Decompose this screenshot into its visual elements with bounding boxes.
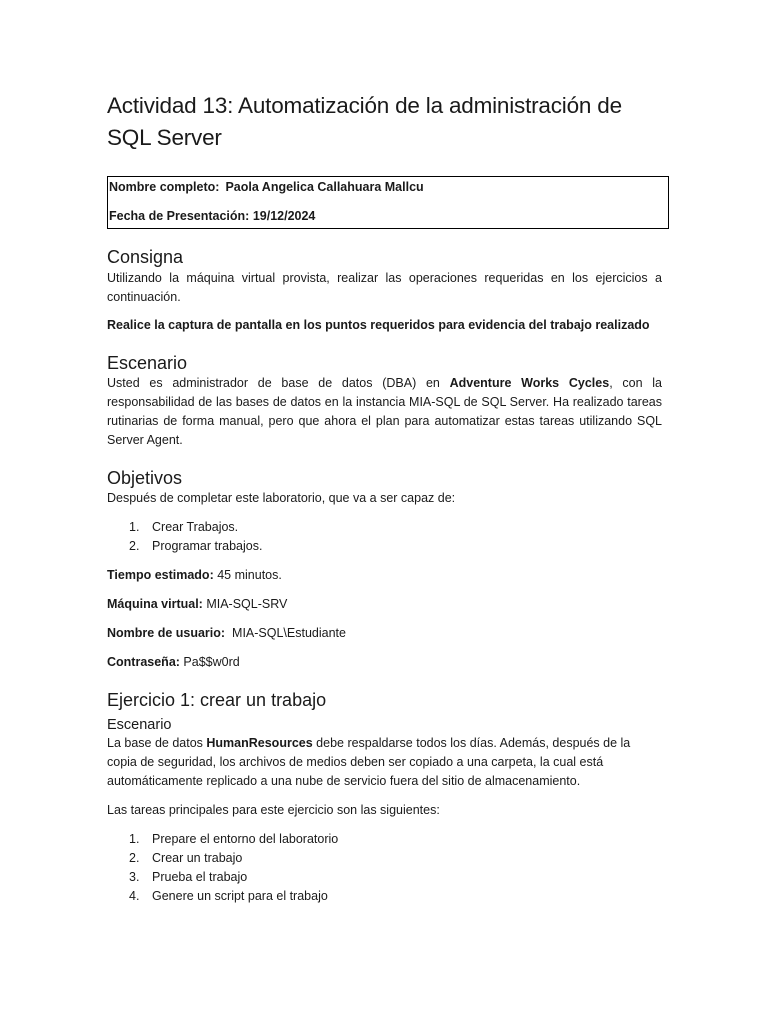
list-item-number: 1. [129,520,140,534]
escenario-text-before: Usted es administrador de base de datos (DBA) en [107,376,450,390]
consigna-text: Utilizando la máquina virtual provista, realizar las operaciones requeridas en los ejercicios a continuación. [107,271,662,304]
name-row [108,180,668,195]
company-name: Adventure Works Cycles [449,376,610,390]
list-item [107,537,662,556]
escenario-text-after: , con la responsabilidad de las bases de datos en la instancia MIA-SQL de SQL Server. Ha realizado tareas rutinarias de forma manual, pero que ahora el plan para automatizar estas tareas utilizando SQL Server Agent. [107,376,663,447]
field-value: MIA-SQL-SRV [206,597,288,611]
field-label: Nombre de usuario: [107,626,226,640]
ejercicio1-text [107,734,662,791]
escenario-heading: Escenario [107,353,188,373]
database-name: HumanResources [206,736,313,750]
list-item-text: Crear un trabajo [152,851,243,865]
list-item [107,518,662,537]
objetivos-list [107,518,662,556]
list-item-number: 4. [129,889,140,903]
field-label: Contraseña: [107,655,180,669]
name-value: Paola Angelica Callahuara Mallcu [225,180,424,194]
list-item-number: 2. [129,539,140,553]
list-item-text: Prueba el trabajo [152,870,248,884]
field-value: MIA-SQL\Estudiante [232,626,346,640]
objetivos-heading: Objetivos [107,468,183,488]
tiempo-estimado-field [107,566,662,585]
field-label: Tiempo estimado: [107,568,214,582]
ejercicio1-text-after: debe respaldarse todos los días. Además, después de la copia de seguridad, los archivos de medios deben ser copiado a una carpeta, la cual está automáticamente replicado a una nube de servicio fuera del sitio de almacenamiento. [107,736,631,788]
field-value: Pa$$w0rd [183,655,240,669]
list-item [107,849,662,868]
list-item-text: Prepare el entorno del laboratorio [152,832,339,846]
consigna-bold-note: Realice la captura de pantalla en los puntos requeridos para evidencia del trabajo realizado [107,318,650,332]
date-value: 19/12/2024 [252,209,316,223]
date-label: Fecha de Presentación: [109,209,250,223]
student-info-box [107,176,669,229]
list-item-text: Crear Trabajos. [152,520,239,534]
list-item [107,868,662,887]
list-item-number: 2. [129,851,140,865]
tasks-list [107,830,662,906]
document-title: Actividad 13: Automatización de la administración de SQL Server [107,93,622,150]
tasks-intro: Las tareas principales para este ejercicio son las siguientes: [107,803,440,817]
list-item-number: 3. [129,870,140,884]
objetivos-intro: Después de completar este laboratorio, que va a ser capaz de: [107,491,456,505]
field-value: 45 minutos. [217,568,282,582]
list-item-text: Programar trabajos. [152,539,263,553]
list-item-text: Genere un script para el trabajo [152,889,328,903]
list-item [107,830,662,849]
document-page [107,90,662,906]
ejercicio1-heading: Ejercicio 1: crear un trabajo [107,690,327,710]
list-item-number: 1. [129,832,140,846]
escenario-text [107,374,662,450]
maquina-virtual-field [107,595,662,614]
ejercicio1-subheading: Escenario [107,717,172,733]
list-item [107,887,662,906]
ejercicio1-text-before: La base de datos [107,736,207,750]
contrasena-field [107,653,662,672]
name-label: Nombre completo: [109,180,220,194]
field-label: Máquina virtual: [107,597,203,611]
nombre-usuario-field [107,624,662,643]
date-row [108,209,668,224]
consigna-heading: Consigna [107,247,184,267]
